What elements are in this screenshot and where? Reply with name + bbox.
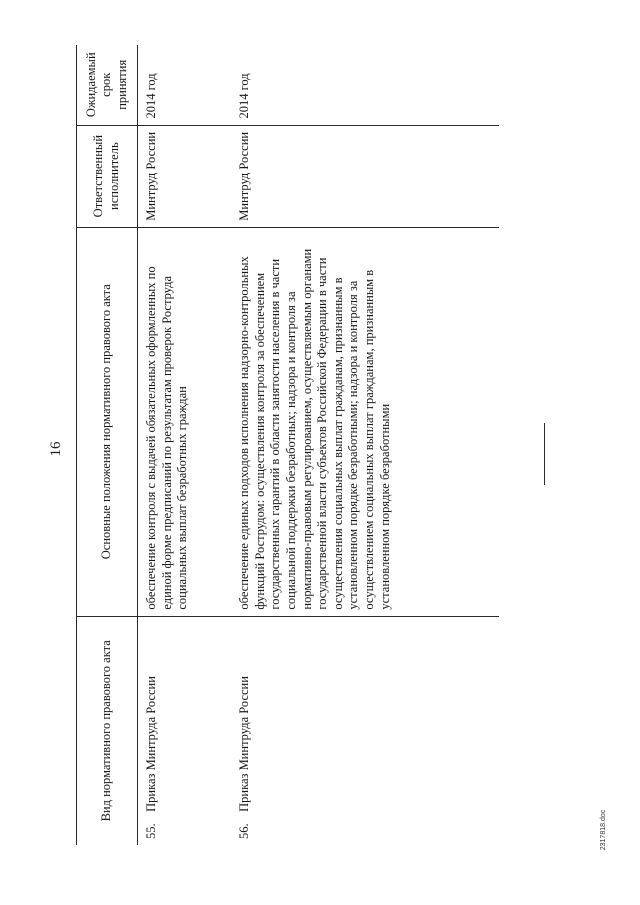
row-act-type: Приказ Минтруда России [144, 676, 158, 812]
row-executor: Минтруд России [231, 125, 499, 227]
header-executor: Ответственный исполнитель [77, 125, 138, 227]
header-deadline: Ожидаемый срок принятия [77, 45, 138, 125]
table-row [231, 45, 499, 845]
table-body [138, 45, 500, 845]
row-number: 55. [144, 823, 158, 839]
table-header [77, 45, 138, 845]
row-provisions: обеспечение единых подходов исполнения надзорно-контрольных функций Рострудом: осуществления контроля за обеспечением государственных гарантий в области занятости населения в части социальной поддержки безработных; надзора и контроля за нормативно-правовым регулированием, осуществляемым органами государственной власти субъектов Российской Федерации в части осуществления социальных выплат гражданам, признанным в установленном порядке безработными; надзора и контроля за осуществлением социальных выплат гражданам, признанным в установленном порядке безработными [231, 227, 499, 616]
rotated-table-container [76, 45, 586, 845]
row-deadline: 2014 год [138, 45, 232, 125]
legal-acts-table [76, 45, 499, 845]
row-number: 56. [237, 823, 251, 839]
page-number: 16 [48, 441, 64, 457]
header-act-type: Вид нормативного правового акта [77, 616, 138, 845]
row-act-type: Приказ Минтруда России [237, 676, 251, 812]
row-provisions: обеспечение контроля с выдачей обязательных оформленных по единой форме предписаний по результатам проверок Роструда социальных выплат безработных граждан [138, 227, 232, 616]
row-executor: Минтруд России [138, 125, 232, 227]
table-row [138, 45, 232, 845]
row-deadline: 2014 год [231, 45, 499, 125]
header-provisions: Основные положения нормативного правового акта [77, 227, 138, 616]
document-id: 2317818.doc [600, 809, 607, 851]
